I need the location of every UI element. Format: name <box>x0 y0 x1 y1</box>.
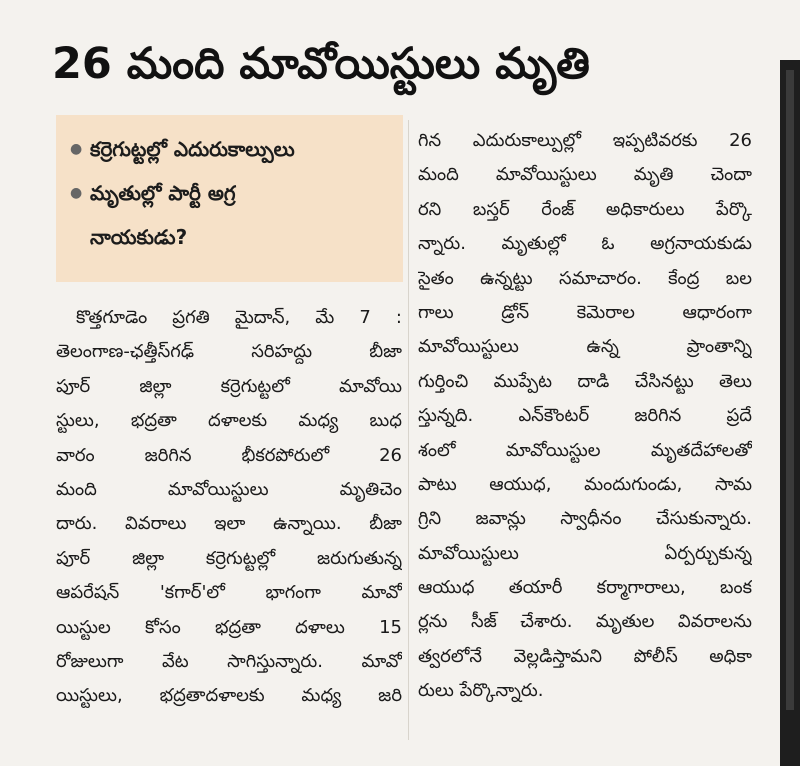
text-line: న్నారు. మృతుల్లో ఓ అగ్రనాయకుడు <box>418 233 752 255</box>
text-line: దారు. వివరాలు ఇలా ఉన్నాయి. బీజా <box>56 513 402 535</box>
text-line: ఆయుధ తయారీ కర్మాగారాలు, బంక <box>418 577 752 599</box>
text-line: తెలంగాణ-ఛత్తీస్‌గఢ్‌ సరిహద్దు బీజా <box>56 341 402 363</box>
highlight-item-continued <box>70 215 389 259</box>
text-line: మావోయిస్టులు ఉన్న ప్రాంతాన్ని <box>418 336 752 358</box>
text-line: ర్లను సీజ్‌ చేశారు. మృతుల వివరాలను <box>418 611 752 633</box>
text-line: యిస్టులు, భద్రతాదళాలకు మధ్య జరి <box>56 685 402 707</box>
adjacent-page-strip <box>786 70 794 710</box>
text-line: రోజులుగా వేట సాగిస్తున్నారు. మావో <box>56 650 402 672</box>
article-column-right <box>418 124 752 709</box>
text-line: మంది మావోయిస్టులు మృతిచెం <box>56 478 402 500</box>
text-line: మంది మావోయిస్టులు మృతి చెందా <box>418 164 752 186</box>
text-line: పూర్‌ జిల్లా కర్రెగుట్టల్లో జరుగుతున్న <box>56 547 402 569</box>
highlights-box <box>56 115 403 282</box>
text-line: సైతం ఉన్నట్టు సమాచారం. కేంద్ర బల <box>418 267 752 289</box>
highlight-item <box>70 127 389 171</box>
text-line: వారం జరిగిన భీకరపోరులో 26 <box>56 444 402 466</box>
bullet-icon: ● <box>70 185 83 201</box>
highlight-text: నాయకుడు? <box>90 225 188 249</box>
text-line: మావోయిస్టులు ఏర్పర్చుకున్న <box>418 542 752 564</box>
text-line: స్టులు, భద్రతా దళాలకు మధ్య బుధ <box>56 410 402 432</box>
text-line: రని బస్తర్‌ రేంజ్‌ అధికారులు పేర్కొ <box>418 198 752 220</box>
text-line: పూర్‌ జిల్లా కర్రెగుట్టలో మావోయి <box>56 375 402 397</box>
text-line: గిన ఎదురుకాల్పుల్లో ఇప్పటివరకు 26 <box>418 130 752 151</box>
text-line: గాలు డ్రోన్‌ కెమెరాల ఆధారంగా <box>418 301 752 323</box>
headline: 26 మంది మావోయిస్టులు మృతి <box>52 39 590 89</box>
text-line: స్తున్నది. ఎన్‌కౌంటర్‌ జరిగిన ప్రదే <box>418 405 752 427</box>
highlight-item <box>70 171 389 215</box>
text-line: పాటు ఆయుధ, మందుగుండు, సామ <box>418 473 752 495</box>
text-line: త్వరలోనే వెల్లడిస్తామని పోలీస్‌ అధికా <box>418 645 752 667</box>
text-line: ఆపరేషన్‌ 'కగార్‌'లో భాగంగా మావో <box>56 582 402 604</box>
highlight-text: కర్రెగుట్టల్లో ఎదురుకాల్పులు <box>90 137 295 161</box>
article-column-left <box>56 301 402 714</box>
highlight-text: మృతుల్లో పార్టీ అగ్ర <box>90 181 236 205</box>
text-line: శంలో మావోయిస్టుల మృతదేహాలతో <box>418 439 752 461</box>
text-line: కొత్తగూడెం ప్రగతి మైదాన్‌, మే 7 : <box>76 307 402 328</box>
text-line: గుర్తించి ముప్పేట దాడి చేసినట్టు తెలు <box>418 370 752 392</box>
bullet-icon: ● <box>70 141 83 157</box>
text-line: యిస్టుల కోసం భద్రతా దళాలు 15 <box>56 616 402 638</box>
text-line: రులు పేర్కొన్నారు. <box>418 680 544 702</box>
text-line: గ్రిని జవాన్లు స్వాధీనం చేసుకున్నారు. <box>418 508 752 530</box>
column-divider <box>408 120 409 740</box>
